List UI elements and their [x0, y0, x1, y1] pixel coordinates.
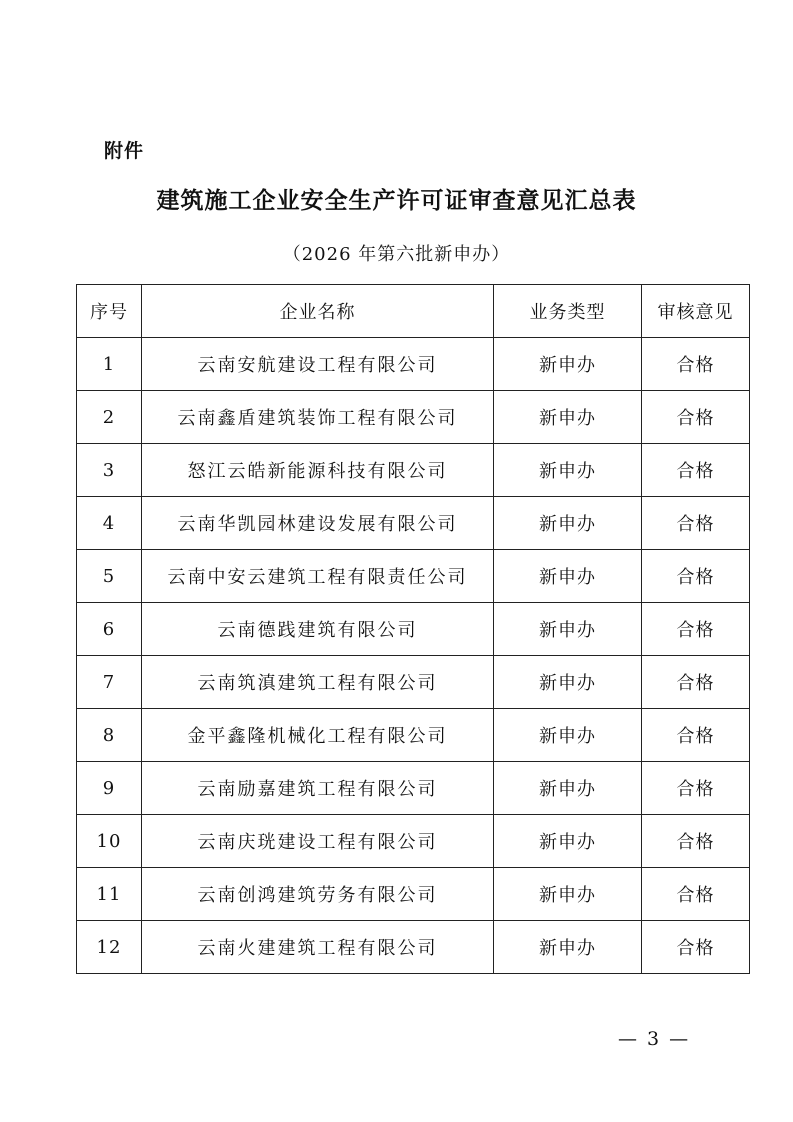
row-company-name: 怒江云皓新能源科技有限公司 — [142, 444, 494, 497]
row-review-opinion: 合格 — [642, 338, 750, 391]
row-business-type: 新申办 — [494, 550, 642, 603]
header-business-type: 业务类型 — [494, 285, 642, 338]
table-row — [77, 338, 750, 391]
table-row — [77, 497, 750, 550]
header-review-opinion: 审核意见 — [642, 285, 750, 338]
summary-table — [76, 284, 750, 974]
document-subtitle: （2026 年第六批新申办） — [282, 244, 511, 265]
row-business-type: 新申办 — [494, 497, 642, 550]
row-company-name: 云南创鸿建筑劳务有限公司 — [142, 868, 494, 921]
row-company-name: 云南安航建设工程有限公司 — [142, 338, 494, 391]
row-seq: 4 — [77, 497, 142, 550]
row-business-type: 新申办 — [494, 709, 642, 762]
row-company-name: 云南德践建筑有限公司 — [142, 603, 494, 656]
row-company-name: 云南庆珖建设工程有限公司 — [142, 815, 494, 868]
table-row — [77, 391, 750, 444]
row-seq: 1 — [77, 338, 142, 391]
row-company-name: 云南华凯园林建设发展有限公司 — [142, 497, 494, 550]
row-company-name: 云南火建建筑工程有限公司 — [142, 921, 494, 974]
row-business-type: 新申办 — [494, 762, 642, 815]
table-row — [77, 921, 750, 974]
header-seq: 序号 — [77, 285, 142, 338]
row-business-type: 新申办 — [494, 444, 642, 497]
row-company-name: 云南励嘉建筑工程有限公司 — [142, 762, 494, 815]
row-business-type: 新申办 — [494, 338, 642, 391]
row-review-opinion: 合格 — [642, 815, 750, 868]
row-business-type: 新申办 — [494, 868, 642, 921]
row-seq: 11 — [77, 868, 142, 921]
row-review-opinion: 合格 — [642, 921, 750, 974]
row-seq: 2 — [77, 391, 142, 444]
row-business-type: 新申办 — [494, 391, 642, 444]
row-review-opinion: 合格 — [642, 868, 750, 921]
row-seq: 12 — [77, 921, 142, 974]
row-seq: 9 — [77, 762, 142, 815]
row-seq: 10 — [77, 815, 142, 868]
page-number: — 3 — — [618, 1028, 691, 1050]
table-row — [77, 550, 750, 603]
table-row — [77, 709, 750, 762]
row-business-type: 新申办 — [494, 921, 642, 974]
table-row — [77, 762, 750, 815]
table-row — [77, 868, 750, 921]
row-seq: 3 — [77, 444, 142, 497]
row-business-type: 新申办 — [494, 815, 642, 868]
row-review-opinion: 合格 — [642, 444, 750, 497]
row-review-opinion: 合格 — [642, 391, 750, 444]
row-company-name: 云南中安云建筑工程有限责任公司 — [142, 550, 494, 603]
table-header-row — [77, 285, 750, 338]
row-review-opinion: 合格 — [642, 762, 750, 815]
row-business-type: 新申办 — [494, 603, 642, 656]
row-seq: 5 — [77, 550, 142, 603]
row-business-type: 新申办 — [494, 656, 642, 709]
row-company-name: 云南筑滇建筑工程有限公司 — [142, 656, 494, 709]
row-review-opinion: 合格 — [642, 550, 750, 603]
document-title: 建筑施工企业安全生产许可证审查意见汇总表 — [156, 187, 637, 214]
header-company-name: 企业名称 — [142, 285, 494, 338]
row-review-opinion: 合格 — [642, 497, 750, 550]
row-review-opinion: 合格 — [642, 709, 750, 762]
row-company-name: 云南鑫盾建筑装饰工程有限公司 — [142, 391, 494, 444]
row-review-opinion: 合格 — [642, 656, 750, 709]
table-row — [77, 444, 750, 497]
table-row — [77, 603, 750, 656]
row-seq: 6 — [77, 603, 142, 656]
attachment-label: 附件 — [104, 140, 145, 162]
table-row — [77, 656, 750, 709]
row-company-name: 金平鑫隆机械化工程有限公司 — [142, 709, 494, 762]
row-seq: 7 — [77, 656, 142, 709]
row-review-opinion: 合格 — [642, 603, 750, 656]
row-seq: 8 — [77, 709, 142, 762]
table-row — [77, 815, 750, 868]
